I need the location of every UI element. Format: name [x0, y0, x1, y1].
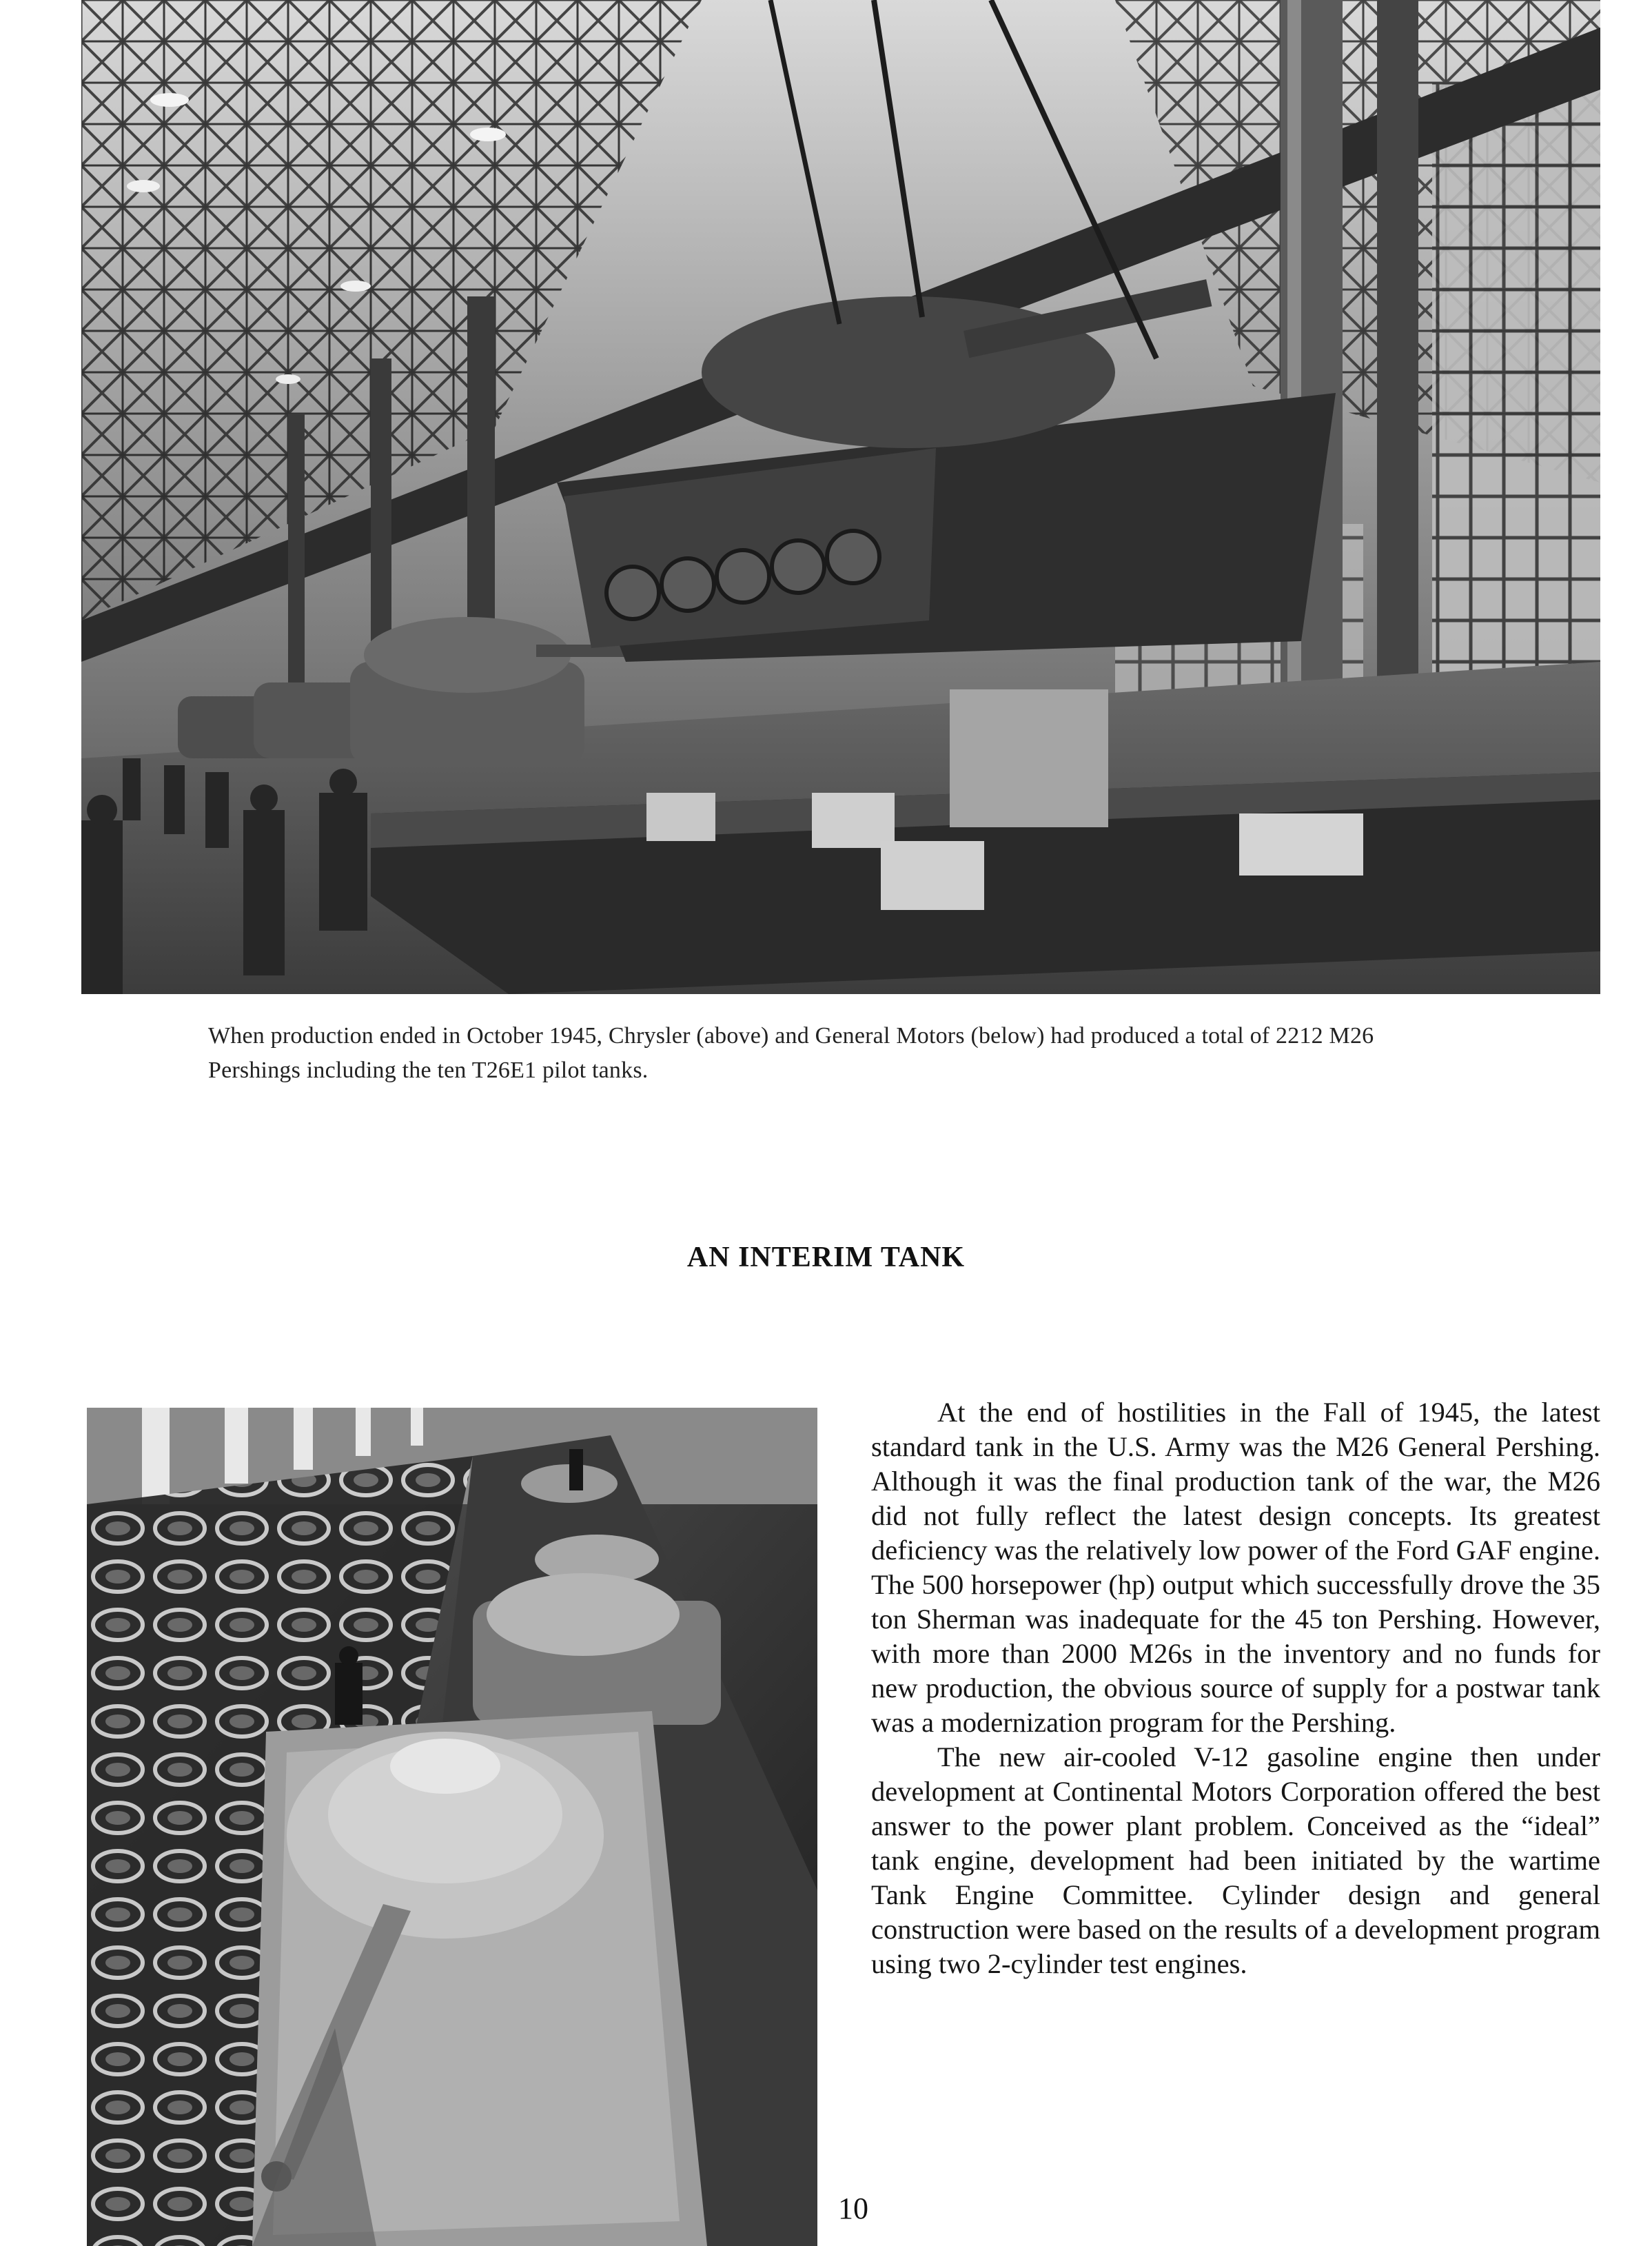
page-number: 10: [838, 2192, 868, 2225]
figure-caption: When production ended in October 1945, Chrysler (above) and General Motors (below) had produced a total of 2212 M26 Pershings including the ten T26E1 pilot tanks.: [208, 1023, 1374, 1083]
section-heading: AN INTERIM TANK: [686, 1242, 966, 1273]
photo-gm-assembly-line: [87, 1408, 817, 2246]
photo-chrysler-image: [81, 0, 1600, 994]
body-paragraph-2: The new air-cooled V-12 gasoline engine then under development at Continental Motors Corporation offered the best answer to the power plant problem. Conceived as the “ideal” tank engine, development had been initiated by the wartime Tank Engine Committee. Cylinder design and general construction were based on the results of a development program using two 2-cylinder test engines.: [871, 1741, 1600, 1979]
photo-chrysler-assembly: [81, 0, 1600, 994]
photo-gm-image: [87, 1408, 817, 2246]
body-paragraph-1: At the end of hostilities in the Fall of 1945, the latest standard tank in the U.S. Army was the M26 General Pershing. Although it was the final production tank of the war, the M26 did not fully reflect the latest design concepts. Its greatest deficiency was the relatively low power of the Ford GAF engine. The 500 horsepower (hp) output which successfully drove the 35 ton Sherman was inadequate for the 45 ton Pershing. However, with more than 2000 M26s in the inventory and no funds for new production, the obvious source of supply for a postwar tank was a modernization program for the Pershing.: [871, 1397, 1600, 1738]
body-text-column: [871, 1395, 1600, 1981]
